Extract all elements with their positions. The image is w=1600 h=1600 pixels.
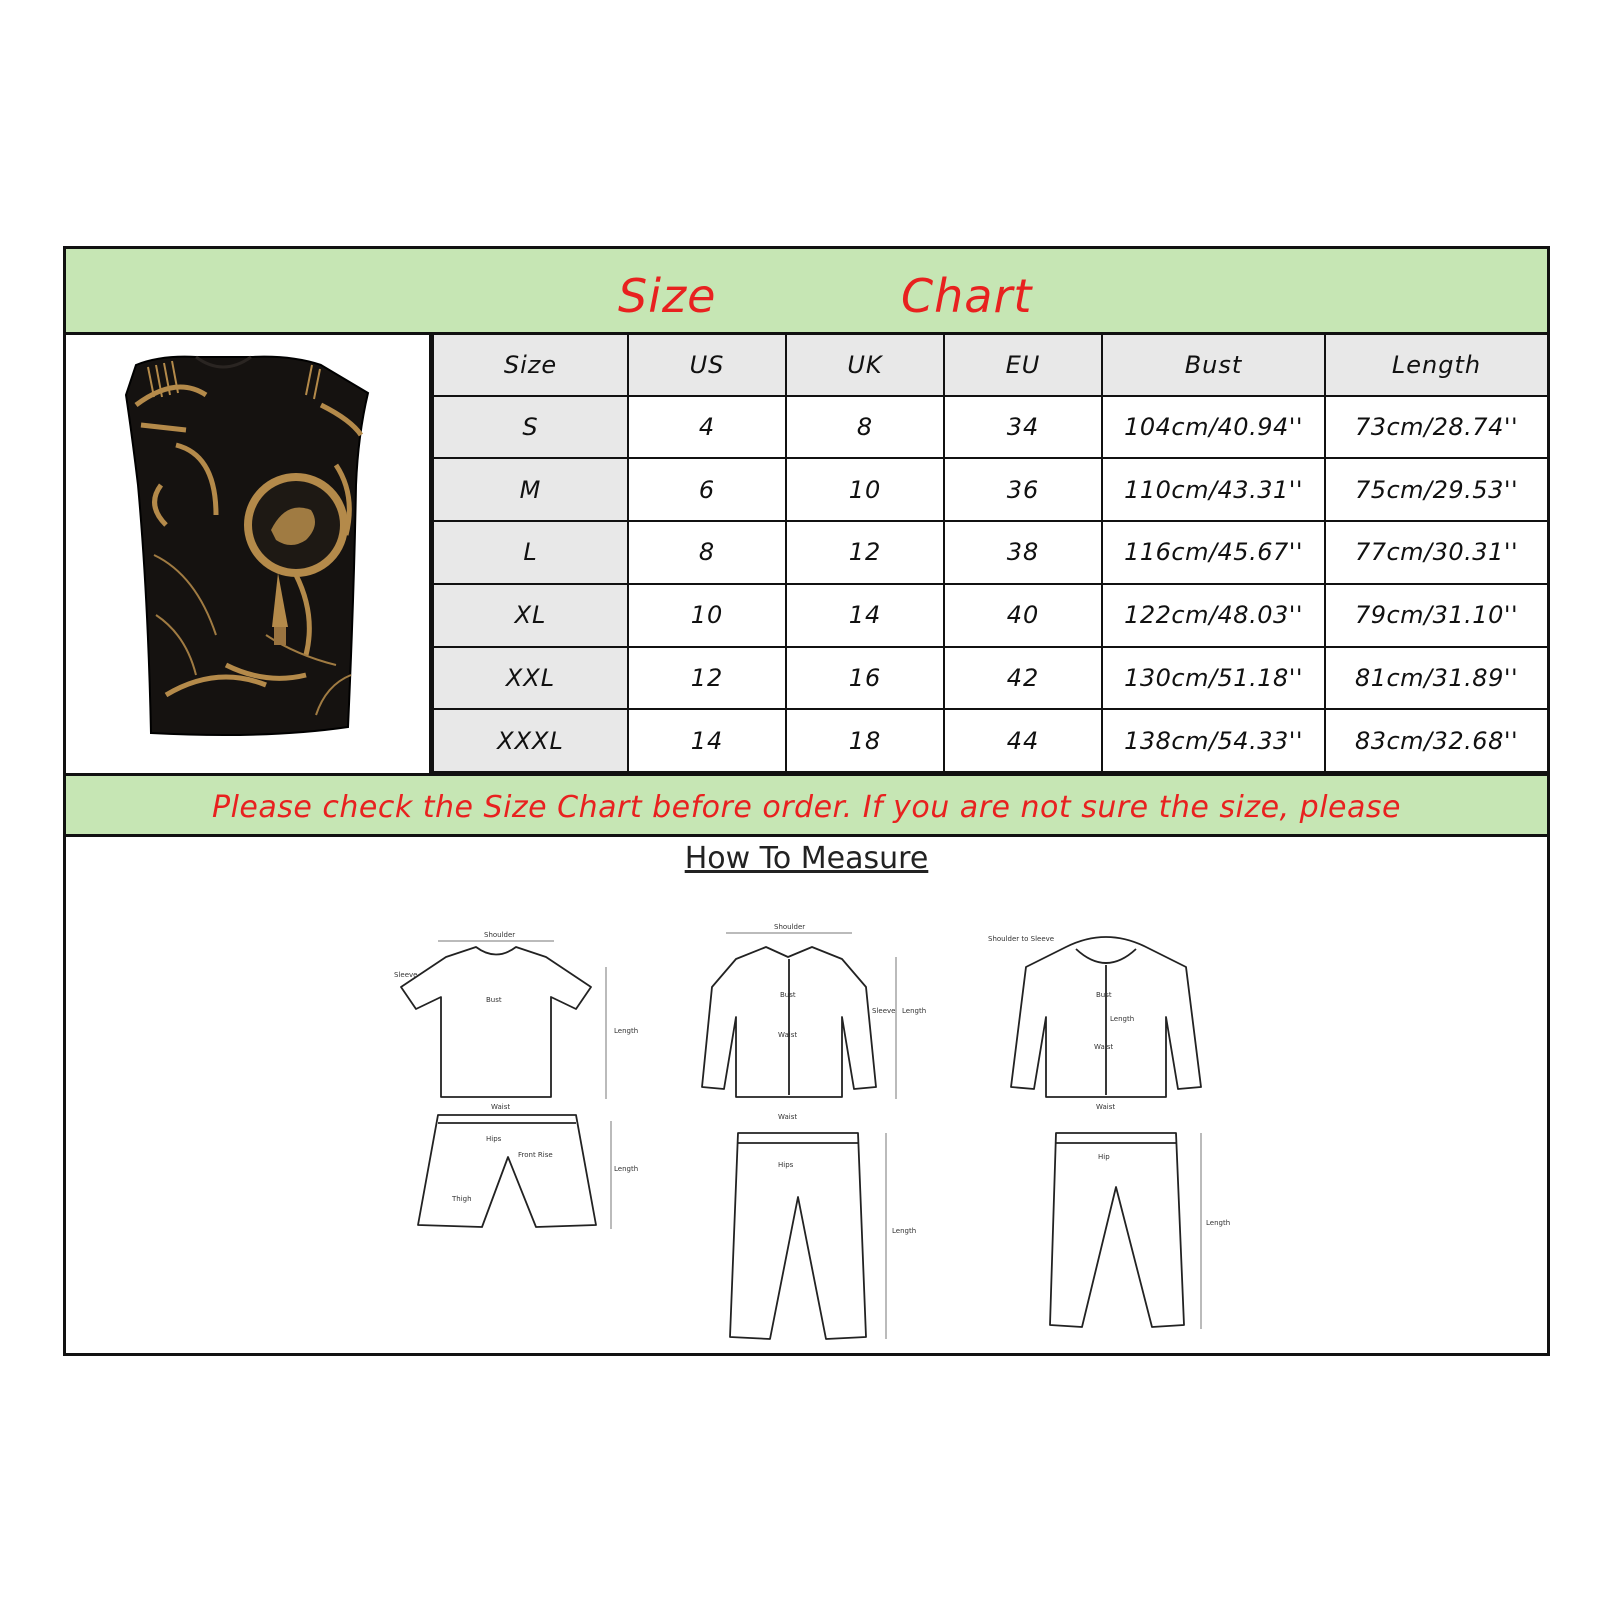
size-chart-frame bbox=[63, 246, 1550, 1356]
cell-length: 79cm/31.10'' bbox=[1325, 584, 1548, 647]
cell-us: 8 bbox=[628, 521, 786, 584]
cell-size: XL bbox=[433, 584, 628, 647]
header-eu: EU bbox=[944, 335, 1102, 396]
label-shirt-bust: Bust bbox=[780, 991, 796, 999]
cell-eu: 34 bbox=[944, 396, 1102, 459]
cell-eu: 40 bbox=[944, 584, 1102, 647]
header-length: Length bbox=[1325, 335, 1548, 396]
cell-eu: 44 bbox=[944, 709, 1102, 772]
label-joggers-waist: Waist bbox=[1096, 1103, 1116, 1111]
how-to-measure-title: How To Measure bbox=[684, 841, 929, 876]
cell-size: M bbox=[433, 458, 628, 521]
cell-length: 75cm/29.53'' bbox=[1325, 458, 1548, 521]
measurement-diagrams bbox=[66, 837, 1547, 1353]
table-row bbox=[433, 584, 1548, 647]
label-tshirt-length: Length bbox=[614, 1027, 639, 1035]
cell-us: 6 bbox=[628, 458, 786, 521]
cell-uk: 8 bbox=[786, 396, 944, 459]
cell-uk: 14 bbox=[786, 584, 944, 647]
cell-uk: 16 bbox=[786, 647, 944, 710]
label-tshirt-bust: Bust bbox=[486, 996, 502, 1004]
cell-bust: 104cm/40.94'' bbox=[1102, 396, 1325, 459]
table-row bbox=[433, 709, 1548, 772]
cell-length: 73cm/28.74'' bbox=[1325, 396, 1548, 459]
cell-size: XXL bbox=[433, 647, 628, 710]
cell-us: 4 bbox=[628, 396, 786, 459]
cell-length: 83cm/32.68'' bbox=[1325, 709, 1548, 772]
label-trousers-length: Length bbox=[892, 1227, 917, 1235]
label-shirt-waist: Waist bbox=[778, 1031, 798, 1039]
cell-length: 81cm/31.89'' bbox=[1325, 647, 1548, 710]
label-hoodie-length: Length bbox=[1110, 1015, 1135, 1023]
label-joggers-length: Length bbox=[1206, 1219, 1231, 1227]
header-bust: Bust bbox=[1102, 335, 1325, 396]
table-row bbox=[433, 647, 1548, 710]
label-hoodie-shoulder-to-sleeve: Shoulder to Sleeve bbox=[988, 935, 1055, 943]
label-shorts-hips: Hips bbox=[486, 1135, 502, 1143]
label-shirt-shoulder: Shoulder bbox=[774, 923, 806, 931]
cell-bust: 116cm/45.67'' bbox=[1102, 521, 1325, 584]
table-header-row bbox=[433, 335, 1548, 396]
cell-uk: 10 bbox=[786, 458, 944, 521]
cell-size: XXXL bbox=[433, 709, 628, 772]
size-table bbox=[432, 335, 1549, 773]
label-shorts-thigh: Thigh bbox=[452, 1195, 472, 1203]
cell-eu: 42 bbox=[944, 647, 1102, 710]
label-hoodie-bust: Bust bbox=[1096, 991, 1112, 999]
cell-us: 12 bbox=[628, 647, 786, 710]
cell-eu: 36 bbox=[944, 458, 1102, 521]
tank-top-illustration bbox=[66, 335, 429, 773]
header-us: US bbox=[628, 335, 786, 396]
label-trousers-hips: Hips bbox=[778, 1161, 794, 1169]
cell-bust: 110cm/43.31'' bbox=[1102, 458, 1325, 521]
label-shorts-length: Length bbox=[614, 1165, 639, 1173]
product-image bbox=[66, 335, 432, 773]
cell-us: 14 bbox=[628, 709, 786, 772]
cell-length: 77cm/30.31'' bbox=[1325, 521, 1548, 584]
table-row bbox=[433, 458, 1548, 521]
header-uk: UK bbox=[786, 335, 944, 396]
label-shirt-length: Length bbox=[902, 1007, 927, 1015]
table-row bbox=[433, 521, 1548, 584]
cell-uk: 12 bbox=[786, 521, 944, 584]
cell-eu: 38 bbox=[944, 521, 1102, 584]
cell-us: 10 bbox=[628, 584, 786, 647]
table-row bbox=[433, 396, 1548, 459]
cell-bust: 130cm/51.18'' bbox=[1102, 647, 1325, 710]
label-shorts-front-rise: Front Rise bbox=[518, 1151, 553, 1159]
size-note-text: Please check the Size Chart before order. If you are not sure the size, please bbox=[212, 790, 1401, 825]
cell-uk: 18 bbox=[786, 709, 944, 772]
header-size: Size bbox=[433, 335, 628, 396]
label-joggers-hip: Hip bbox=[1098, 1153, 1110, 1161]
how-to-measure-section bbox=[66, 837, 1547, 1353]
label-tshirt-shoulder: Shoulder bbox=[484, 931, 516, 939]
label-shorts-waist: Waist bbox=[491, 1103, 511, 1111]
label-tshirt-sleeve: Sleeve bbox=[394, 971, 418, 979]
size-chart-title-word1: Size bbox=[618, 269, 717, 323]
cell-bust: 138cm/54.33'' bbox=[1102, 709, 1325, 772]
cell-size: S bbox=[433, 396, 628, 459]
label-hoodie-waist: Waist bbox=[1094, 1043, 1114, 1051]
size-chart-banner bbox=[66, 249, 1547, 335]
cell-bust: 122cm/48.03'' bbox=[1102, 584, 1325, 647]
size-note-banner bbox=[66, 773, 1547, 837]
cell-size: L bbox=[433, 521, 628, 584]
size-chart-title-word2: Chart bbox=[901, 269, 1033, 323]
label-trousers-waist: Waist bbox=[778, 1113, 798, 1121]
label-shirt-sleeve: Sleeve bbox=[872, 1007, 896, 1015]
